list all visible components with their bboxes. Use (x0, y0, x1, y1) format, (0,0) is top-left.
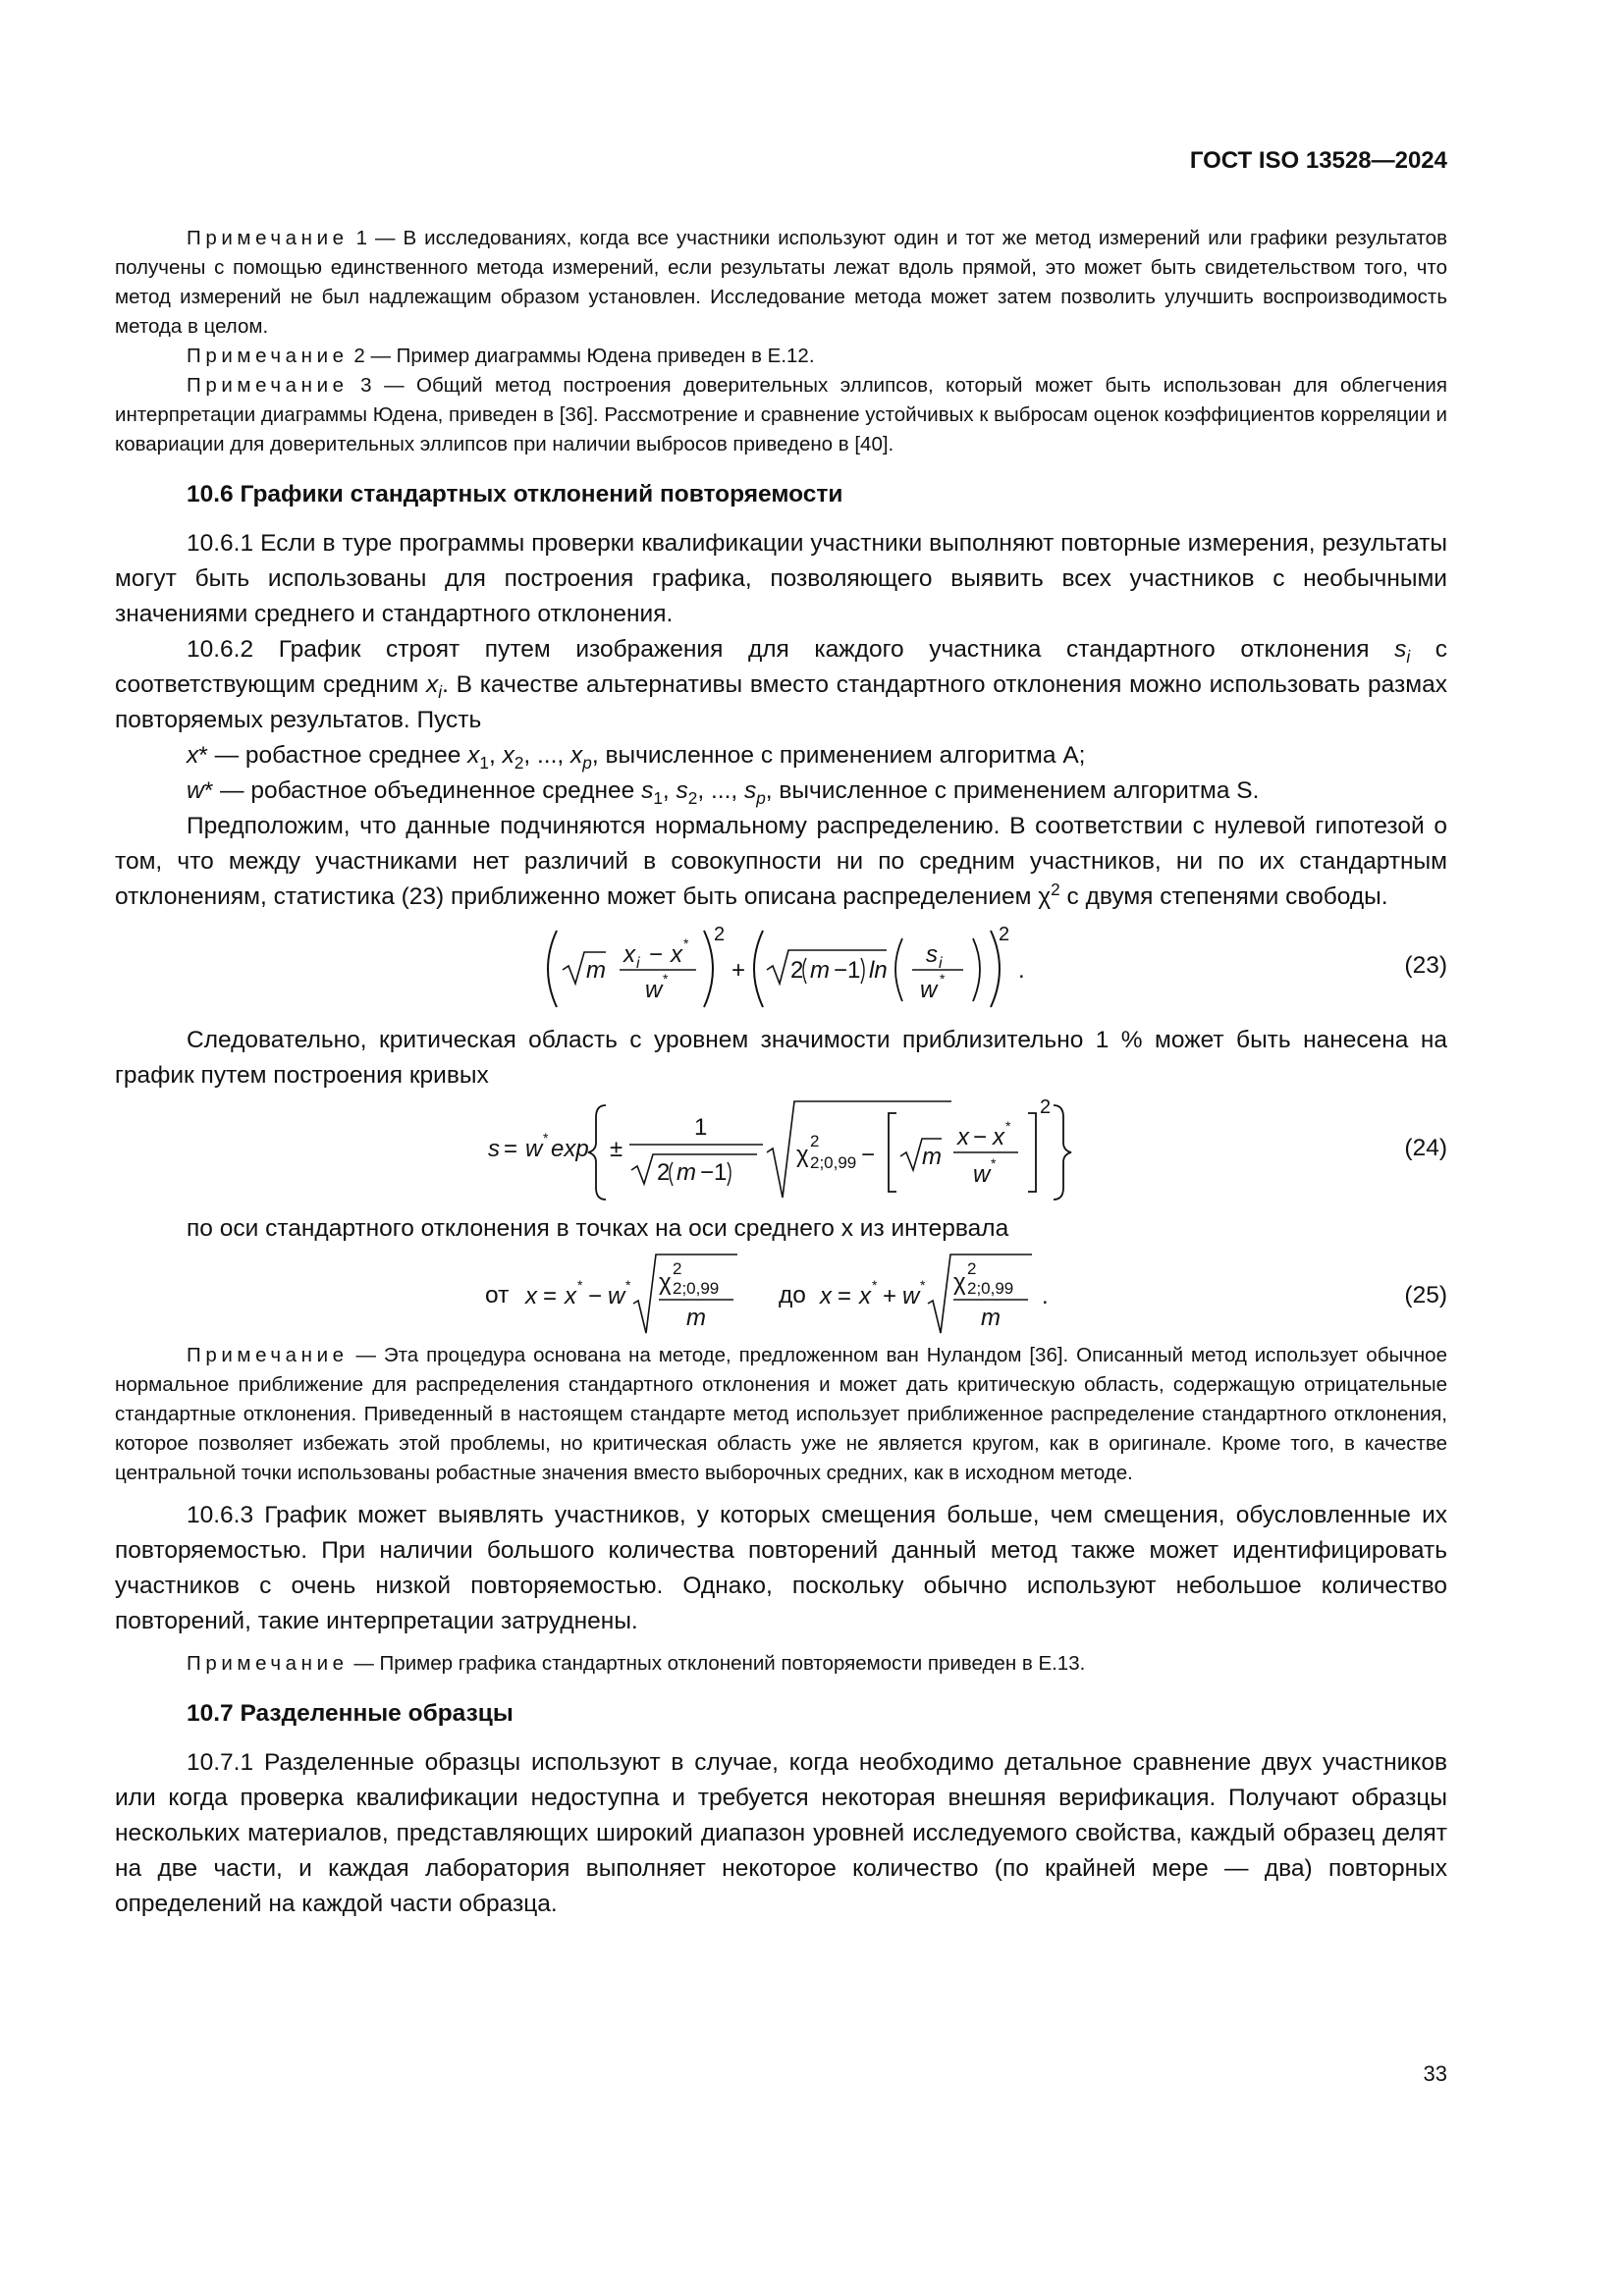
equation-25-formula (115, 1247, 1097, 1341)
svg-text:2: 2 (810, 1132, 820, 1150)
svg-text:−: − (973, 1124, 988, 1150)
svg-text:x: x (671, 941, 682, 968)
equation-23 (115, 915, 1447, 1023)
svg-text:χ: χ (953, 1269, 966, 1296)
svg-text:m: m (677, 1159, 696, 1186)
svg-text:x: x (565, 1283, 576, 1309)
svg-text:x: x (957, 1124, 969, 1150)
svg-text:*: * (940, 971, 946, 987)
equation-25 (115, 1247, 1447, 1341)
paragraph-critical-region: Следовательно, критическая область с уровнем значимости приблизительно 1 % может быть нанесена на график путем построения кривых (115, 1027, 1447, 1089)
svg-text:ln: ln (869, 957, 888, 984)
svg-text:2;0,99: 2;0,99 (967, 1279, 1014, 1298)
svg-text:*: * (625, 1277, 631, 1293)
svg-text:x: x (859, 1283, 871, 1309)
svg-text:w: w (973, 1161, 991, 1188)
svg-text:−1: −1 (700, 1159, 728, 1186)
svg-text:−: − (588, 1283, 603, 1309)
svg-text:1: 1 (694, 1114, 708, 1141)
svg-text:s: s (926, 941, 938, 968)
definition-x-star: x* — робастное среднее $x_1$, $x_2$, ..., $x_p$, вычисленное с применением алгоритма А; (187, 742, 1086, 773)
note-procedure: Примечание — Эта процедура основана на методе, предложенном ван Нуландом [36]. Описанный метод использует обычное нормальное приближение для распределения стандартного отклонения и может дать критическую область, содержащую отрицательные стандартные отклонения. Приведенный в настоящем стандарте метод использует приближенное распределение стандартного отклонения, которое позволяет избежать этой проблемы, но критическая область уже не является кругом, как в оригинале. Кроме того, в качестве центральной точки использованы робастные значения вместо выборочных средних, как в исходном методе. (115, 1344, 1447, 1484)
svg-text:w: w (645, 977, 663, 1003)
svg-text:x: x (525, 1283, 537, 1309)
svg-text:2: 2 (657, 1159, 671, 1186)
equation-23-number: (23) (1404, 952, 1447, 979)
equation-23-formula (115, 915, 1097, 1023)
svg-text:+: + (731, 957, 746, 984)
equation-24-formula (115, 1094, 1097, 1211)
svg-text:2: 2 (1040, 1096, 1052, 1118)
svg-text:*: * (577, 1277, 583, 1293)
svg-text:2;0,99: 2;0,99 (810, 1153, 857, 1172)
definition-w-star: w* — робастное объединенное среднее $s_1$, $s_2$, ..., $s_p$, вычисленное с применением алгоритма S. (187, 777, 1260, 808)
svg-text:w: w (525, 1136, 543, 1162)
svg-text:m: m (922, 1144, 942, 1170)
svg-text:=: = (838, 1283, 852, 1309)
section-heading-10-7: 10.7 Разделенные образцы (187, 1700, 514, 1727)
svg-text:m: m (810, 957, 830, 984)
svg-text:*: * (543, 1130, 549, 1146)
svg-text:−: − (861, 1142, 876, 1168)
note-2: Примечание 2 — Пример диаграммы Юдена приведен в Е.12. (187, 345, 815, 367)
section-heading-10-6: 10.6 Графики стандартных отклонений повторяемости (187, 481, 843, 507)
svg-text:.: . (1042, 1283, 1049, 1309)
svg-text:x: x (993, 1124, 1004, 1150)
svg-text:*: * (1005, 1118, 1011, 1134)
svg-text:2: 2 (714, 924, 726, 945)
note-1: Примечание 1 — В исследованиях, когда все участники используют один и тот же метод измерений или графики результатов получены с помощью единственного метода измерений, если результаты лежат вдоль прямой, это может быть свидетельством того, что метод измерений не был надлежащим образом установлен. Исследование метода может затем позволить улучшить воспроизводимость метода в целом. (115, 227, 1447, 338)
svg-text:*: * (663, 971, 669, 987)
svg-text:m: m (981, 1305, 1001, 1331)
equation-25-from: от (485, 1282, 510, 1308)
svg-text:2: 2 (673, 1259, 682, 1278)
svg-text:2: 2 (999, 924, 1010, 945)
paragraph-10-6-2: 10.6.2 График строят путем изображения для каждого участника стандартного отклонения $s_i$ с соответствующим средним $x_i$. В качестве альтернативы вместо стандартного отклонения можно использовать размах повторяемых результатов. Пусть (115, 636, 1447, 733)
svg-text:−1: −1 (834, 957, 861, 984)
paragraph-interval: по оси стандартного отклонения в точках на оси среднего x из интервала (187, 1215, 1009, 1242)
svg-text:*: * (872, 1277, 878, 1293)
paragraph-10-6-3: 10.6.3 График может выявлять участников, у которых смещения больше, чем смещения, обусловленные их повторяемостью. При наличии большого количества повторений данный метод также может идентифицировать участников с очень низкой повторяемостью. Однако, поскольку обычно используют небольшое количество повторений, такие интерпретации затруднены. (115, 1502, 1447, 1634)
svg-text:x: x (820, 1283, 832, 1309)
svg-text:x: x (623, 941, 635, 968)
document-id: ГОСТ ISO 13528—2024 (1189, 147, 1447, 174)
svg-text:−: − (649, 941, 664, 968)
svg-text:exp: exp (551, 1136, 589, 1162)
page-content (115, 224, 1447, 1922)
svg-text:=: = (543, 1283, 558, 1309)
svg-text:2: 2 (967, 1259, 977, 1278)
svg-text:*: * (920, 1277, 926, 1293)
svg-text:2;0,99: 2;0,99 (673, 1279, 720, 1298)
equation-24 (115, 1094, 1447, 1211)
svg-text:χ: χ (659, 1269, 672, 1296)
svg-text:+: + (883, 1283, 897, 1309)
svg-text:χ: χ (796, 1142, 809, 1168)
svg-text:i: i (939, 955, 943, 972)
paragraph-10-7-1: 10.7.1 Разделенные образцы используют в случае, когда необходимо детальное сравнение двух участников или когда проверка квалификации недоступна и требуется некоторая внешняя верификация. Получают образцы нескольких материалов, представляющих широкий диапазон уровней исследуемого свойства, каждый образец делят на две части, и каждая лаборатория выполняет некоторое количество (по крайней мере — два) повторных определений на каждой части образца. (115, 1749, 1447, 1917)
svg-text:m: m (686, 1305, 706, 1331)
paragraph-normality: Предположим, что данные подчиняются нормальному распределению. В соответствии с нулевой гипотезой о том, что между участниками нет различий в совокупности ни по средним участников, ни по их стандартным отклонениям, статистика (23) приближенно может быть описана распределением $\chi^2$ с двумя степенями свободы. (115, 813, 1447, 910)
note-example: Примечание — Пример графика стандартных отклонений повторяемости приведен в Е.13. (187, 1652, 1086, 1675)
paragraph-10-6-1: 10.6.1 Если в туре программы проверки квалификации участники выполняют повторные измерения, результаты могут быть использованы для построения графика, позволяющего выявить всех участников с необычными значениями среднего и стандартного отклонения. (115, 530, 1447, 627)
equation-25-number: (25) (1404, 1282, 1447, 1308)
equation-24-number: (24) (1404, 1135, 1447, 1161)
svg-text:i: i (636, 955, 640, 972)
svg-text:*: * (991, 1155, 997, 1171)
svg-text:w: w (608, 1283, 625, 1309)
svg-text:.: . (1018, 957, 1025, 984)
svg-text:±: ± (610, 1136, 623, 1162)
svg-text:m: m (586, 957, 606, 984)
equation-25-to: до (779, 1282, 806, 1308)
svg-text:2: 2 (790, 957, 804, 984)
note-3: Примечание 3 — Общий метод построения доверительных эллипсов, который может быть использован для облегчения интерпретации диаграммы Юдена, приведен в [36]. Рассмотрение и сравнение устойчивых к выбросам оценок коэффициентов корреляции и ковариации для доверительных эллипсов при наличии выбросов приведено в [40]. (115, 374, 1447, 455)
svg-text:w: w (920, 977, 938, 1003)
svg-text:=: = (504, 1136, 518, 1162)
svg-text:s: s (488, 1136, 500, 1162)
page-number: 33 (1423, 2061, 1447, 2086)
svg-text:*: * (683, 935, 689, 951)
svg-text:w: w (902, 1283, 920, 1309)
